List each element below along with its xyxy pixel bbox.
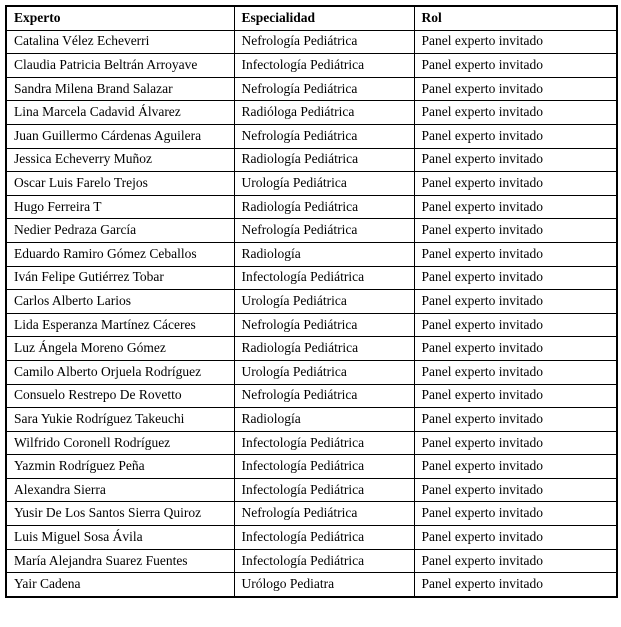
specialty-cell: Infectología Pediátrica <box>234 455 414 479</box>
specialty-cell: Infectología Pediátrica <box>234 266 414 290</box>
role-cell: Panel experto invitado <box>414 455 617 479</box>
role-cell: Panel experto invitado <box>414 266 617 290</box>
specialty-cell: Radiología Pediátrica <box>234 337 414 361</box>
table-row <box>6 408 617 432</box>
expert-name-cell: Oscar Luis Farelo Trejos <box>6 172 234 196</box>
role-cell: Panel experto invitado <box>414 360 617 384</box>
specialty-cell: Nefrología Pediátrica <box>234 384 414 408</box>
table-row <box>6 242 617 266</box>
table-row <box>6 573 617 597</box>
table-row <box>6 455 617 479</box>
expert-name-cell: Catalina Vélez Echeverri <box>6 30 234 54</box>
role-cell: Panel experto invitado <box>414 313 617 337</box>
role-cell: Panel experto invitado <box>414 337 617 361</box>
specialty-cell: Nefrología Pediátrica <box>234 77 414 101</box>
table-row <box>6 195 617 219</box>
expert-name-cell: Consuelo Restrepo De Rovetto <box>6 384 234 408</box>
table-row <box>6 101 617 125</box>
expert-name-cell: Nedier Pedraza García <box>6 219 234 243</box>
specialty-cell: Nefrología Pediátrica <box>234 502 414 526</box>
expert-name-cell: María Alejandra Suarez Fuentes <box>6 549 234 573</box>
expert-name-cell: Yair Cadena <box>6 573 234 597</box>
expert-name-cell: Luis Miguel Sosa Ávila <box>6 526 234 550</box>
expert-table-body <box>6 30 617 597</box>
specialty-cell: Urólogo Pediatra <box>234 573 414 597</box>
specialty-cell: Nefrología Pediátrica <box>234 313 414 337</box>
specialty-cell: Radiología <box>234 242 414 266</box>
table-row <box>6 431 617 455</box>
role-cell: Panel experto invitado <box>414 124 617 148</box>
expert-name-cell: Juan Guillermo Cárdenas Aguilera <box>6 124 234 148</box>
expert-name-cell: Hugo Ferreira T <box>6 195 234 219</box>
column-header-especialidad: Especialidad <box>234 6 414 30</box>
table-row <box>6 172 617 196</box>
role-cell: Panel experto invitado <box>414 502 617 526</box>
table-row <box>6 30 617 54</box>
expert-name-cell: Yazmin Rodríguez Peña <box>6 455 234 479</box>
specialty-cell: Urología Pediátrica <box>234 172 414 196</box>
role-cell: Panel experto invitado <box>414 148 617 172</box>
specialty-cell: Infectología Pediátrica <box>234 526 414 550</box>
role-cell: Panel experto invitado <box>414 101 617 125</box>
role-cell: Panel experto invitado <box>414 290 617 314</box>
specialty-cell: Nefrología Pediátrica <box>234 124 414 148</box>
table-row <box>6 219 617 243</box>
experts-table <box>5 5 618 598</box>
role-cell: Panel experto invitado <box>414 242 617 266</box>
table-row <box>6 266 617 290</box>
specialty-cell: Radiología Pediátrica <box>234 148 414 172</box>
role-cell: Panel experto invitado <box>414 408 617 432</box>
table-row <box>6 502 617 526</box>
expert-name-cell: Wilfrido Coronell Rodríguez <box>6 431 234 455</box>
expert-name-cell: Yusir De Los Santos Sierra Quiroz <box>6 502 234 526</box>
table-header-row <box>6 6 617 30</box>
expert-name-cell: Alexandra Sierra <box>6 478 234 502</box>
table-row <box>6 549 617 573</box>
specialty-cell: Infectología Pediátrica <box>234 549 414 573</box>
expert-name-cell: Sara Yukie Rodríguez Takeuchi <box>6 408 234 432</box>
expert-name-cell: Carlos Alberto Larios <box>6 290 234 314</box>
table-row <box>6 124 617 148</box>
role-cell: Panel experto invitado <box>414 195 617 219</box>
expert-name-cell: Claudia Patricia Beltrán Arroyave <box>6 54 234 78</box>
table-row <box>6 77 617 101</box>
table-row <box>6 526 617 550</box>
role-cell: Panel experto invitado <box>414 172 617 196</box>
table-row <box>6 290 617 314</box>
expert-name-cell: Iván Felipe Gutiérrez Tobar <box>6 266 234 290</box>
role-cell: Panel experto invitado <box>414 54 617 78</box>
specialty-cell: Infectología Pediátrica <box>234 54 414 78</box>
table-row <box>6 360 617 384</box>
role-cell: Panel experto invitado <box>414 549 617 573</box>
table-row <box>6 313 617 337</box>
specialty-cell: Infectología Pediátrica <box>234 478 414 502</box>
role-cell: Panel experto invitado <box>414 431 617 455</box>
table-row <box>6 148 617 172</box>
expert-name-cell: Camilo Alberto Orjuela Rodríguez <box>6 360 234 384</box>
role-cell: Panel experto invitado <box>414 384 617 408</box>
role-cell: Panel experto invitado <box>414 573 617 597</box>
table-row <box>6 54 617 78</box>
expert-name-cell: Sandra Milena Brand Salazar <box>6 77 234 101</box>
specialty-cell: Nefrología Pediátrica <box>234 30 414 54</box>
specialty-cell: Infectología Pediátrica <box>234 431 414 455</box>
specialty-cell: Urología Pediátrica <box>234 360 414 384</box>
role-cell: Panel experto invitado <box>414 219 617 243</box>
role-cell: Panel experto invitado <box>414 478 617 502</box>
expert-name-cell: Lina Marcela Cadavid Álvarez <box>6 101 234 125</box>
specialty-cell: Urología Pediátrica <box>234 290 414 314</box>
specialty-cell: Radióloga Pediátrica <box>234 101 414 125</box>
specialty-cell: Radiología Pediátrica <box>234 195 414 219</box>
specialty-cell: Radiología <box>234 408 414 432</box>
expert-name-cell: Lida Esperanza Martínez Cáceres <box>6 313 234 337</box>
expert-name-cell: Jessica Echeverry Muñoz <box>6 148 234 172</box>
column-header-rol: Rol <box>414 6 617 30</box>
column-header-experto: Experto <box>6 6 234 30</box>
table-row <box>6 478 617 502</box>
role-cell: Panel experto invitado <box>414 30 617 54</box>
expert-name-cell: Luz Ángela Moreno Gómez <box>6 337 234 361</box>
role-cell: Panel experto invitado <box>414 77 617 101</box>
table-row <box>6 337 617 361</box>
expert-name-cell: Eduardo Ramiro Gómez Ceballos <box>6 242 234 266</box>
specialty-cell: Nefrología Pediátrica <box>234 219 414 243</box>
table-row <box>6 384 617 408</box>
role-cell: Panel experto invitado <box>414 526 617 550</box>
